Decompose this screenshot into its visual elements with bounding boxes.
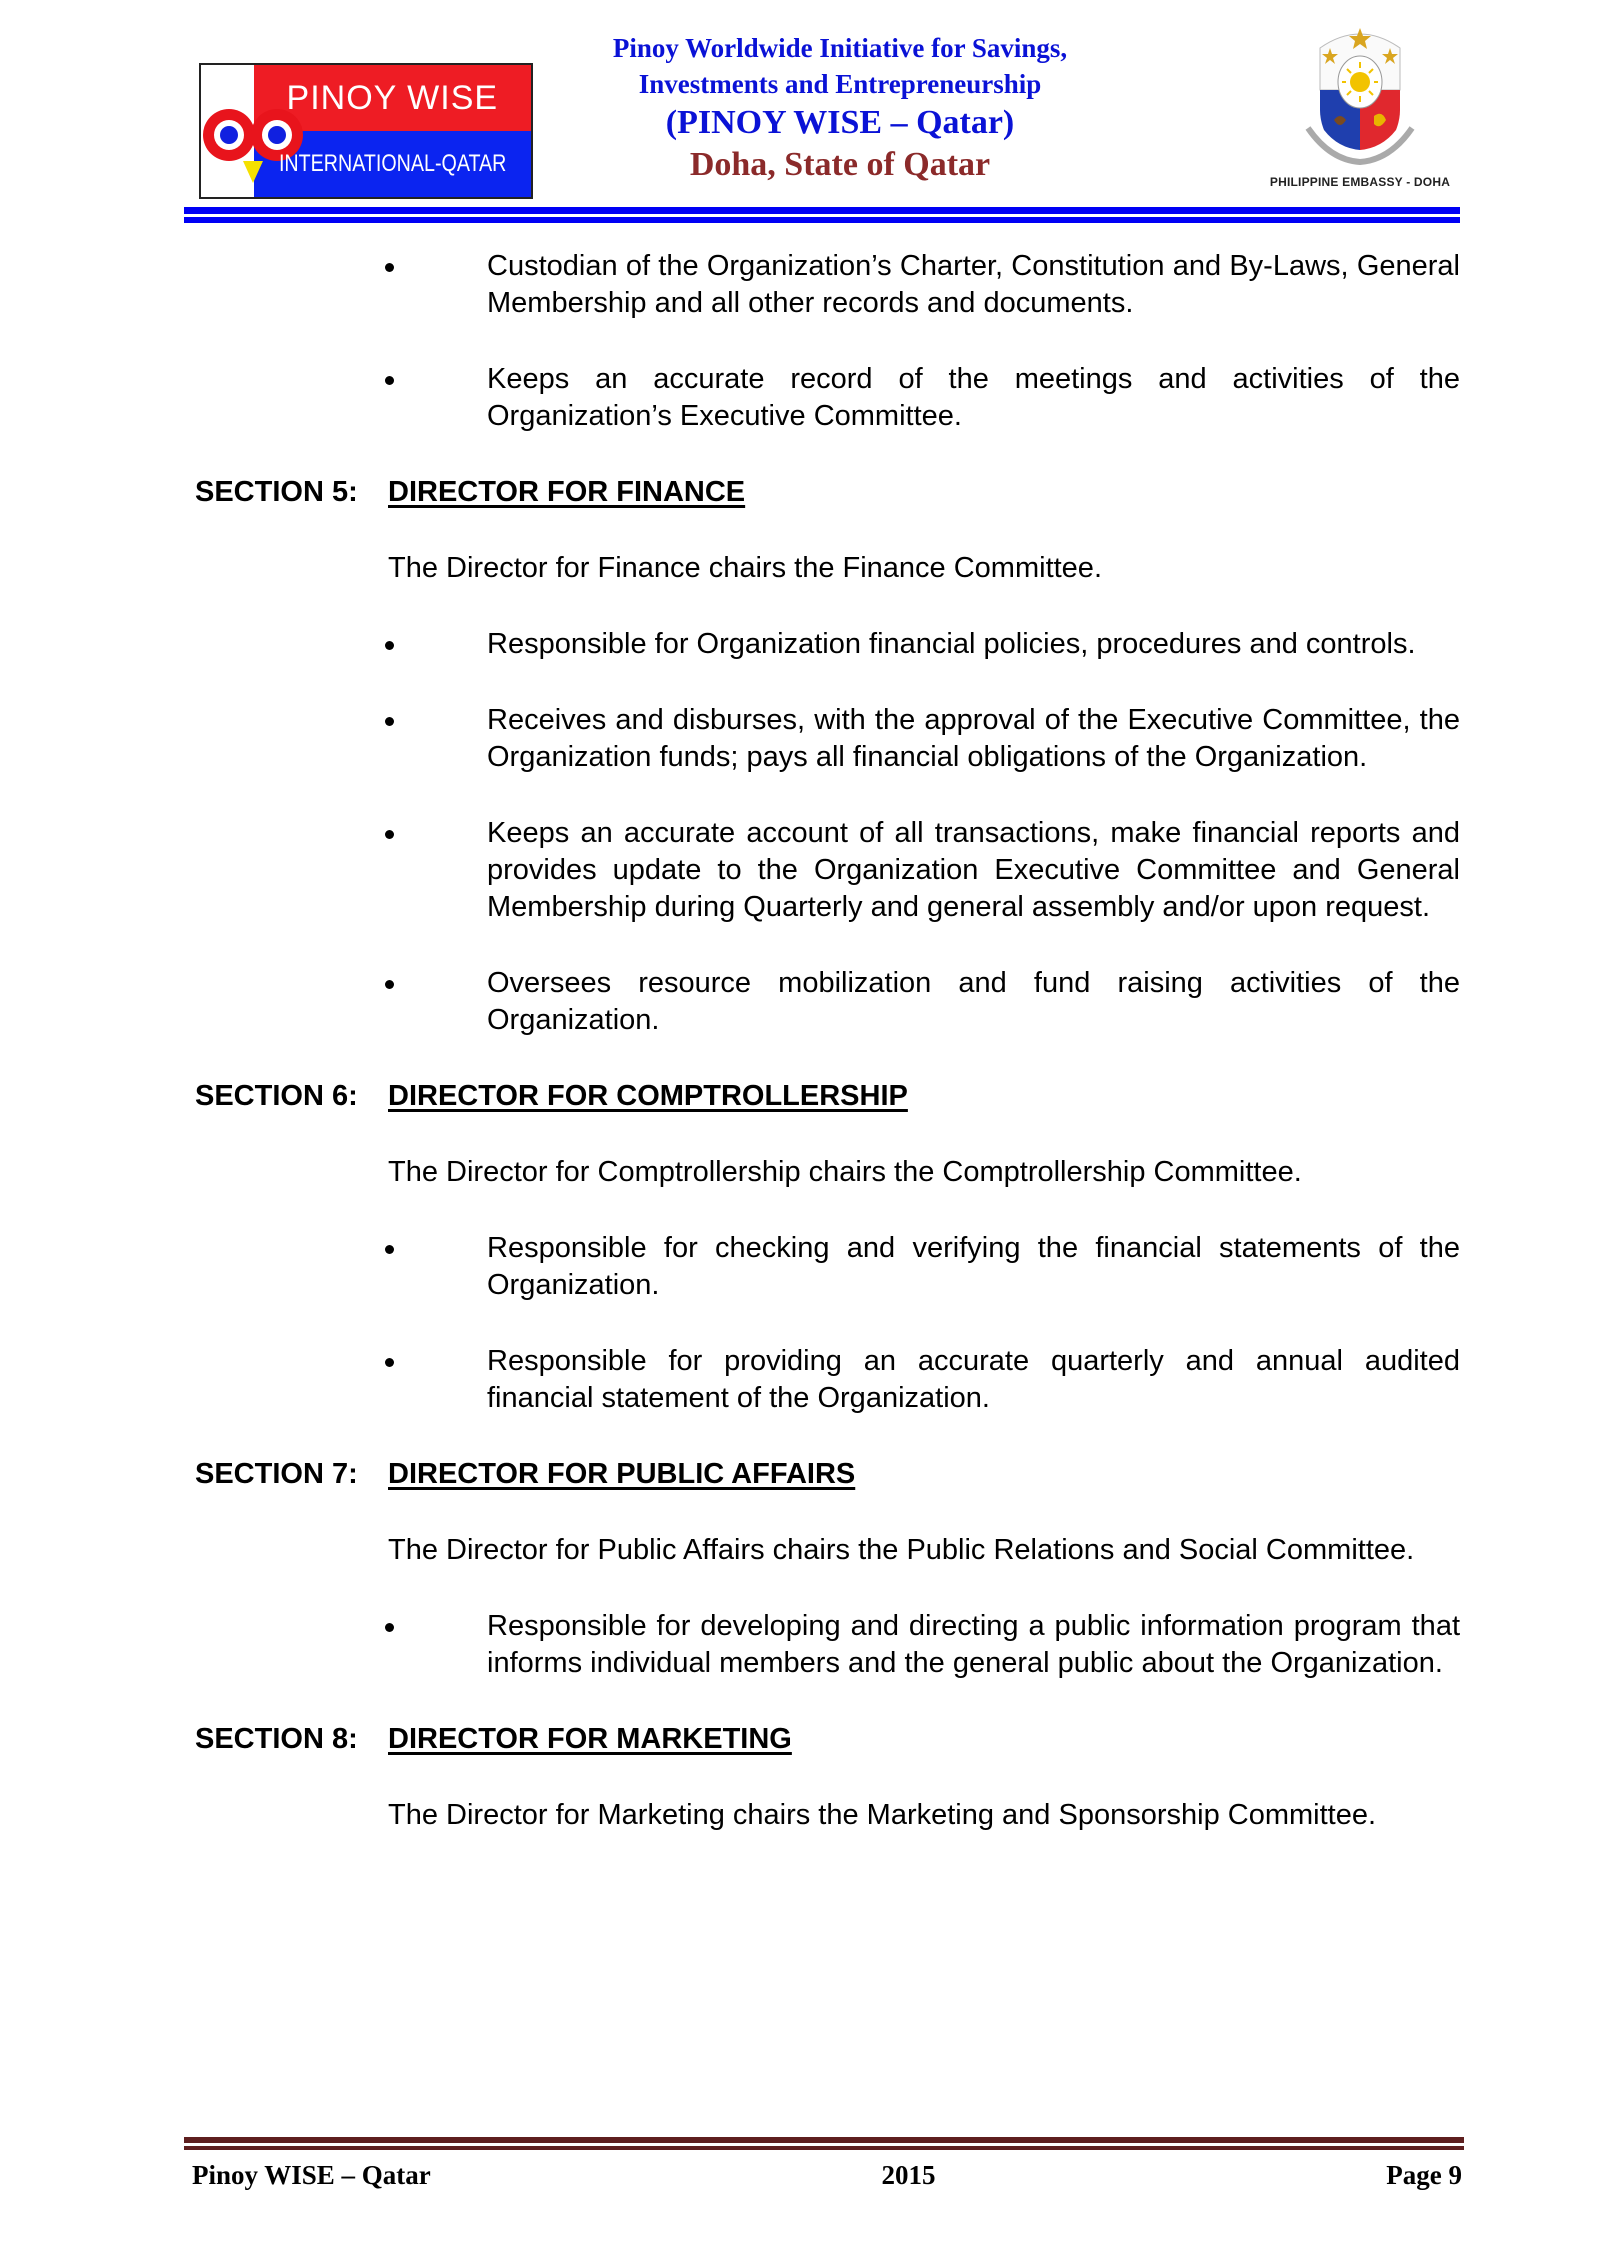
section-heading xyxy=(195,1078,1460,1115)
list-item: Responsible for developing and directing a public information program that informs individual members and the general public about the Organization. xyxy=(195,1608,1460,1682)
section-intro: The Director for Public Affairs chairs the Public Relations and Social Committee. xyxy=(388,1534,1415,1566)
footer-rule xyxy=(184,2146,1464,2150)
logo-bottom-text: INTERNATIONAL-QATAR xyxy=(254,131,531,197)
header-rule xyxy=(184,207,1460,214)
list-item: Responsible for Organization financial policies, procedures and controls. xyxy=(195,626,1460,663)
section-title: DIRECTOR FOR PUBLIC AFFAIRS xyxy=(388,1458,856,1490)
bullet-icon xyxy=(385,980,394,989)
logo-top-text: PINOY WISE xyxy=(254,65,531,131)
bullet-icon xyxy=(385,1623,394,1632)
section-heading xyxy=(195,1456,1460,1493)
list-item: Keeps an accurate account of all transactions, make financial reports and provides update to the Organization Executive Committee and General Membership during Quarterly and general assembly and/or upon request. xyxy=(195,815,1460,926)
title-line-1: Pinoy Worldwide Initiative for Savings, xyxy=(612,33,1068,63)
bullet-icon xyxy=(385,263,394,272)
owl-icon xyxy=(201,65,254,197)
bullet-icon xyxy=(385,830,394,839)
philippine-coat-of-arms-icon xyxy=(1300,20,1420,170)
section-intro: The Director for Comptrollership chairs the Comptrollership Committee. xyxy=(388,1156,1302,1188)
section-title: DIRECTOR FOR MARKETING xyxy=(388,1723,792,1755)
bullet-icon xyxy=(385,1358,394,1367)
title-line-4: Doha, State of Qatar xyxy=(689,146,991,183)
section-number: SECTION 6: xyxy=(195,1080,358,1112)
list-item: Responsible for providing an accurate quarterly and annual audited financial statement of the Organization. xyxy=(195,1343,1460,1417)
section-number: SECTION 8: xyxy=(195,1723,358,1755)
title-line-3: (PINOY WISE – Qatar) xyxy=(665,104,1015,141)
list-item: Custodian of the Organization’s Charter, Constitution and By-Laws, General Membership and all other records and documents. xyxy=(195,248,1460,322)
pinoy-wise-logo xyxy=(199,63,533,199)
bullet-icon xyxy=(385,1245,394,1254)
section-heading xyxy=(195,1721,1460,1758)
list-item: Oversees resource mobilization and fund raising activities of the Organization. xyxy=(195,965,1460,1039)
page-number: Page 9 xyxy=(1386,2160,1462,2190)
list-item: Responsible for checking and verifying the financial statements of the Organization. xyxy=(195,1230,1460,1304)
bullet-icon xyxy=(385,641,394,650)
section-title: DIRECTOR FOR FINANCE xyxy=(388,476,746,508)
bullet-icon xyxy=(385,376,394,385)
document-body xyxy=(195,248,1460,1873)
list-item: Receives and disburses, with the approval of the Executive Committee, the Organization funds; pays all financial obligations of the Organization. xyxy=(195,702,1460,776)
footer-year: 2015 xyxy=(881,2160,936,2190)
section-heading xyxy=(195,474,1460,511)
header-rule xyxy=(184,217,1460,223)
title-line-2: Investments and Entrepreneurship xyxy=(638,69,1042,99)
section-intro: The Director for Finance chairs the Finance Committee. xyxy=(388,552,1102,584)
page-footer xyxy=(192,2160,1462,2191)
seal-caption: PHILIPPINE EMBASSY - DOHA xyxy=(1269,175,1451,189)
section-intro: The Director for Marketing chairs the Marketing and Sponsorship Committee. xyxy=(388,1799,1377,1831)
footer-organization: Pinoy WISE – Qatar xyxy=(192,2160,431,2190)
section-title: DIRECTOR FOR COMPTROLLERSHIP xyxy=(388,1080,908,1112)
section-number: SECTION 7: xyxy=(195,1458,358,1490)
bullet-icon xyxy=(385,717,394,726)
footer-rule xyxy=(184,2137,1464,2143)
section-number: SECTION 5: xyxy=(195,476,358,508)
list-item: Keeps an accurate record of the meetings and activities of the Organization’s Executive Committee. xyxy=(195,361,1460,435)
organization-title xyxy=(540,30,1140,186)
